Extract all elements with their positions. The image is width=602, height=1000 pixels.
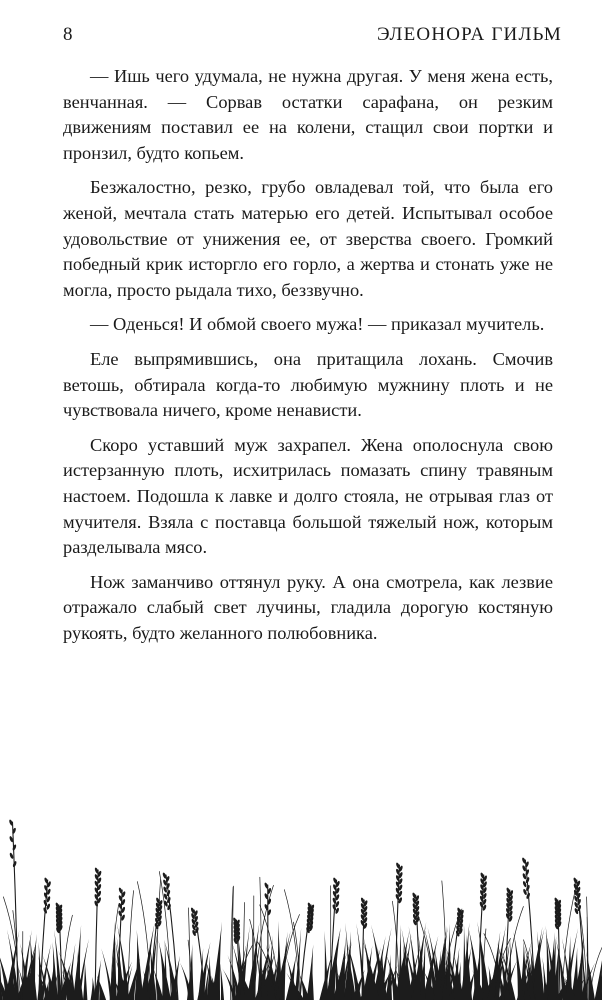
seed-head bbox=[12, 861, 17, 868]
paragraph-1: — Ишь чего удумала, не нужна другая. У меня жена есть, венчанная. — Сорвав остатки сарафана, он резким движениям поставил ее на колени, стащил свои портки и пронзил, будто копьем. bbox=[63, 66, 553, 163]
paragraph-6: Нож заманчиво оттянул руку. А она смотрела, как лезвие отражало слабый свет лучины, гладила дорогую костяную рукоять, будто желанного полюбовника. bbox=[63, 571, 553, 643]
paragraph-4: Еле выпрямившись, она притащила лохань. Смочив ветошь, обтирала когда-то любимую мужнину плоть и не чувствовала ничего, кроме ненависти. bbox=[63, 348, 553, 421]
grass-layer bbox=[0, 819, 602, 1000]
grass-blade bbox=[135, 930, 144, 1000]
running-head bbox=[63, 22, 562, 48]
grass-blade bbox=[307, 944, 314, 1000]
grass-silhouette-illustration bbox=[0, 810, 602, 1000]
seed-head bbox=[12, 844, 17, 851]
grass-blade bbox=[220, 961, 224, 1000]
page-number: 8 bbox=[63, 24, 73, 45]
paragraph-3: — Оденься! И обмой своего мужа! — приказал мучитель. bbox=[90, 314, 545, 335]
paragraph-5: Скоро уставший муж захрапел. Жена ополоснула свою истерзанную плоть, исхитрилась помазать спину травяным настоем. Подошла к лавке и долго стояла, не отрывая глаз от мучителя. Взяла с поставца большой тяжелый нож, которым разделывала мясо. bbox=[63, 434, 553, 558]
author-name: ЭЛЕОНОРА ГИЛЬМ bbox=[376, 24, 562, 45]
paragraph-2: Безжалостно, резко, грубо овладевал той, что была его женой, мечтала стать матерью его детей. Испытывал особое удовольствие от унижения ее, от зверства своего. Громкий победный крик исторгло его горло, а жертва и стонать уже не могла, просто рыдала тихо, беззвучно. bbox=[63, 177, 553, 300]
body-text bbox=[63, 64, 553, 655]
